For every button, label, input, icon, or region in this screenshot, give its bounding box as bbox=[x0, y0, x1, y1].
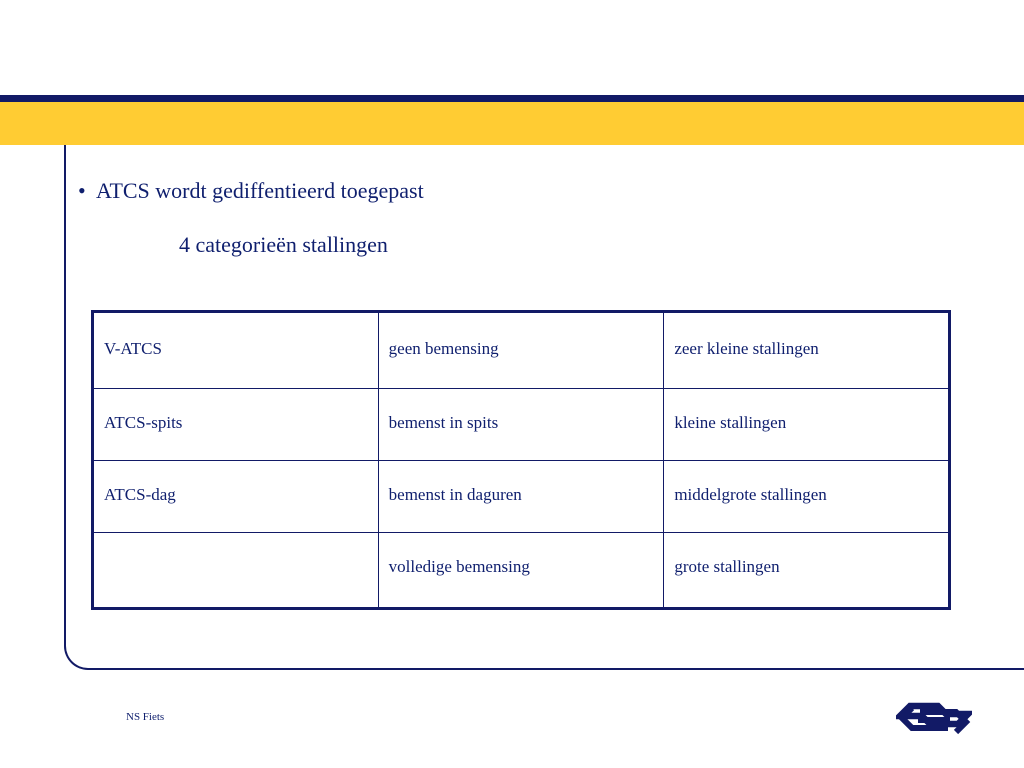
bullet-item bbox=[78, 178, 424, 204]
table-cell: bemenst in spits bbox=[378, 389, 664, 461]
category-table bbox=[91, 310, 951, 610]
table-cell: V-ATCS bbox=[93, 312, 379, 389]
header-rule bbox=[0, 95, 1024, 102]
table-row bbox=[93, 389, 950, 461]
footer-label: NS Fiets bbox=[126, 711, 165, 723]
table-row bbox=[93, 312, 950, 389]
table-cell: grote stallingen bbox=[664, 533, 950, 609]
table-cell: ATCS-spits bbox=[93, 389, 379, 461]
table-cell: kleine stallingen bbox=[664, 389, 950, 461]
table-cell: middelgrote stallingen bbox=[664, 461, 950, 533]
subtitle: 4 categorieën stallingen bbox=[179, 232, 388, 257]
table-cell: volledige bemensing bbox=[378, 533, 664, 609]
table-cell: zeer kleine stallingen bbox=[664, 312, 950, 389]
table-cell: geen bemensing bbox=[378, 312, 664, 389]
header-band bbox=[0, 102, 1024, 145]
ns-logo-icon bbox=[896, 702, 972, 738]
table-row bbox=[93, 533, 950, 609]
table-cell bbox=[93, 533, 379, 609]
table-cell: bemenst in daguren bbox=[378, 461, 664, 533]
table-cell: ATCS-dag bbox=[93, 461, 379, 533]
bullet-dot: • bbox=[78, 178, 86, 203]
table-row bbox=[93, 461, 950, 533]
bullet-text: ATCS wordt gediffentieerd toegepast bbox=[96, 178, 424, 203]
